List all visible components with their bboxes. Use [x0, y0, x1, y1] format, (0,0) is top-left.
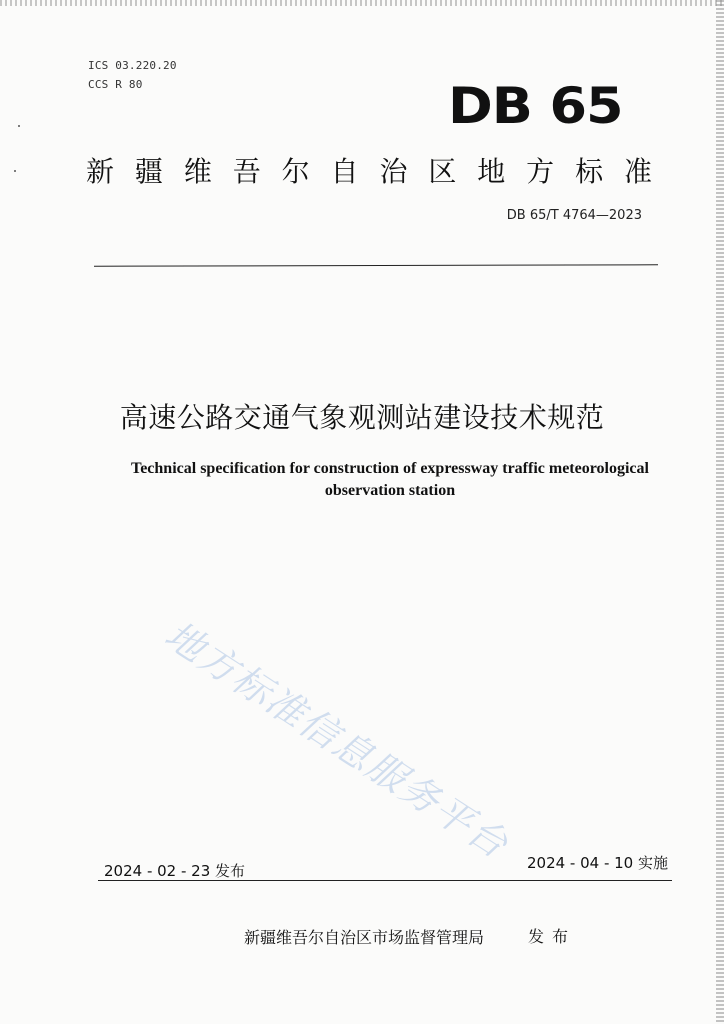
issue-label: 发布 — [528, 927, 577, 946]
title-english-line-1: Technical specification for construction of expressway traffic meteorological — [131, 460, 649, 477]
publish-date: 2024 - 02 - 23 发布 — [104, 862, 246, 880]
standard-type-heading — [86, 154, 652, 190]
title-chinese: 高速公路交通气象观测站建设技术规范 — [119, 401, 605, 434]
title-english — [100, 458, 680, 502]
heading-char: 准 — [623, 155, 652, 188]
header-divider — [94, 264, 658, 266]
heading-char: 标 — [575, 155, 604, 188]
ccs-code: CCS R 80 — [88, 78, 143, 91]
issuing-authority: 新疆维吾尔自治区市场监督管理局 — [244, 928, 485, 947]
heading-char: 维 — [183, 155, 212, 188]
heading-char: 区 — [428, 155, 457, 188]
standard-number: DB 65/T 4764—2023 — [506, 208, 642, 223]
heading-char: 吾 — [232, 155, 261, 188]
date-divider — [98, 880, 672, 881]
heading-char: 尔 — [281, 155, 310, 188]
scan-artifact-top — [0, 0, 724, 6]
classification-codes — [88, 56, 177, 94]
heading-char: 疆 — [134, 155, 163, 188]
heading-char: 自 — [330, 155, 359, 188]
heading-char: 方 — [526, 155, 555, 188]
title-english-line-2: observation station — [324, 482, 456, 499]
heading-char: 治 — [379, 155, 408, 188]
db65-logo: DB 65 — [448, 77, 623, 135]
heading-char: 地 — [477, 155, 506, 188]
scan-speck — [14, 170, 16, 172]
scan-speck — [18, 125, 20, 127]
scan-artifact-right — [716, 0, 724, 1024]
heading-char: 新 — [86, 155, 115, 188]
implement-date: 2024 - 04 - 10 实施 — [526, 854, 668, 872]
ics-code: ICS 03.220.20 — [88, 59, 177, 72]
platform-watermark: 地方标准信息服务平台 — [157, 612, 517, 868]
